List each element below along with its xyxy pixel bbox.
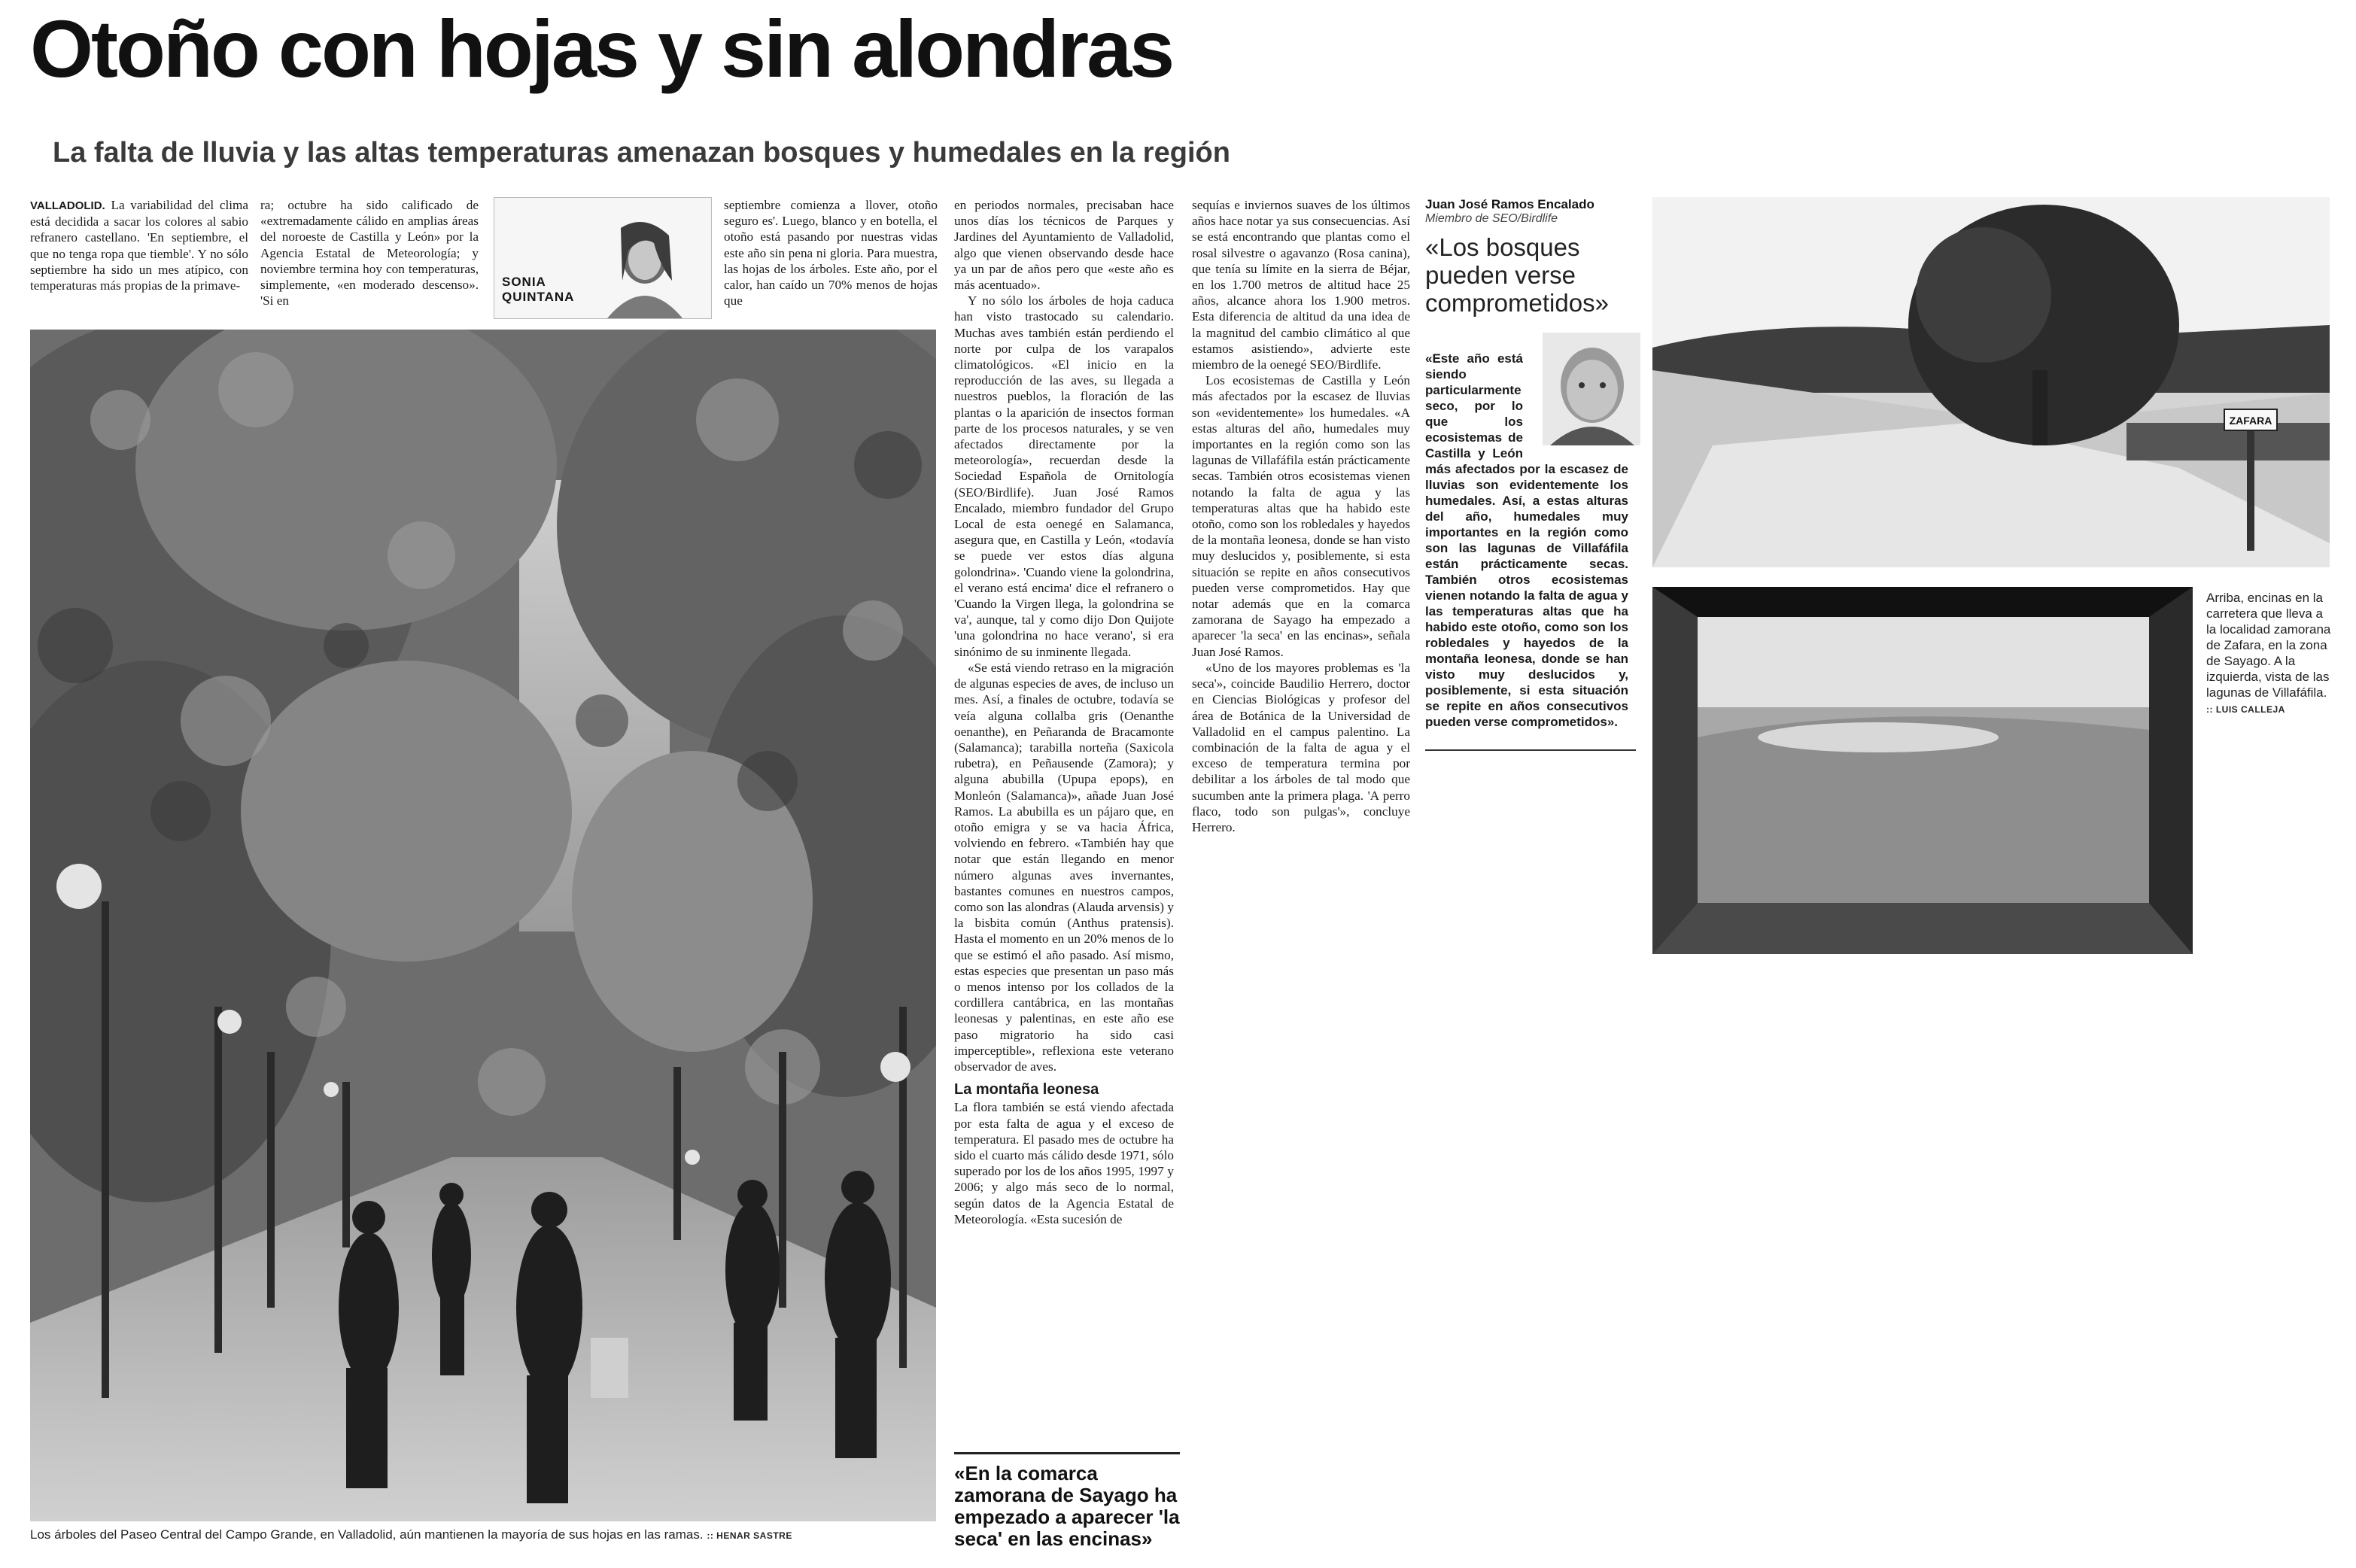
article-text: ra; octubre ha sido calificado de «extremadamente cálido en amplias áreas del noroeste de Castilla y León» por la Agencia Estatal de Meteorología; y noviembre termina hoy con temperaturas, simplemente, «en moderado descenso». 'Si en bbox=[260, 198, 479, 308]
sidebar-name: Juan José Ramos Encalado bbox=[1425, 197, 1594, 211]
dateline: VALLADOLID. bbox=[30, 199, 105, 212]
article-column-2 bbox=[260, 197, 479, 325]
road-photo bbox=[1652, 197, 2330, 567]
photo-credit: :: HENAR SASTRE bbox=[707, 1530, 792, 1541]
sidebar bbox=[1425, 197, 1636, 317]
section-subhead: La montaña leonesa bbox=[954, 1081, 1099, 1099]
pull-quote: «En la comarca zamorana de Sayago ha empezado a aparecer 'la seca' en las encinas» bbox=[954, 1462, 1180, 1550]
photo-credit: :: LUIS CALLEJA bbox=[2206, 704, 2285, 715]
article-text: sequías e inviernos suaves de los últimos años hace notar ya sus consecuencias. Así se está encontrando que plantas como el rosal silvestre o agavanzo (Rosa canina), que tenía su límite en la sierra de Béjar, en los 1.700 metros de altitud hace 25 años, alcance ahora los 1.900 metros. Esta diferencia de altitud da una idea de la magnitud del cambio climático al que estamos asistiendo», advierte este miembro de la oenegé SEO/Birdlife. bbox=[1192, 198, 1410, 372]
article-text: Y no sólo los árboles de hoja caduca han visto trastocado su calendario. Muchas aves también están perdiendo el norte por culpa de los varapalos climatológicos. «El inicio en la reproducción de las aves, su llegada a nuestros pueblos, la floración de las plantas o la aparición de insectos forman parte de los procesos naturales, y se ven afectados directamente por la meteorología», recuerdan desde la Sociedad Española de Ornitología (SEO/Birdlife). Juan José Ramos Encalado, miembro fundador del Grupo Local de esta oenegé en Salamanca, asegura que, en Castilla y León, «todavía se puede ver estos días alguna golondrina». 'Cuando viene la golondrina, el verano está encima' dice el refranero o 'Cuando la Virgen llega, la golondrina se va', aunque, tal y como dijo Don Quijote 'una golondrina no hace verano', si era sinónimo de su inminente llegada. bbox=[954, 293, 1174, 659]
sidebar-role: Miembro de SEO/Birdlife bbox=[1425, 212, 1558, 225]
byline-box bbox=[494, 197, 712, 319]
road-sign: ZAFARA bbox=[2229, 415, 2272, 427]
article-text: La flora también se está viendo afectada por esta falta de agua y el exceso de temperatura. El pasado mes de octubre ha sido el cuarto más cálido desde 1971, sólo superado por los de los años 1995, 1997 y 2006; y algo más seco de lo normal, según datos de la Agencia Estatal de Meteorología. «Esta sucesión de bbox=[954, 1100, 1174, 1226]
right-photos-caption bbox=[2206, 590, 2334, 718]
article-text: septiembre comienza a llover, otoño seguro es'. Luego, blanco y en botella, el otoño está pasando por nuestras vidas este año sin pena ni gloria. Para muestra, las hojas de los árboles. Este año, por el calor, han caído un 70% menos de hojas que bbox=[724, 198, 938, 308]
sidebar-body: «Este año está siendo particularmente seco, por lo que los ecosistemas de Castilla y León más afectados por la escasez de lluvias son evidentemente los humedales. Así, a estas alturas del año, humedales muy importantes en la región como son las lagunas de Villafáfila están prácticamente secas. También otros ecosistemas vienen notando la falta de agua y las temperaturas altas que ha habido este otoño, como son los robledales y hayedos de la montaña leonesa, donde se han visto muy deslucidos y, posiblemente, si esta situación se repite en años consecutivos pueden verse comprometidos». bbox=[1425, 351, 1628, 729]
headline: Otoño con hojas y sin alondras bbox=[30, 3, 1173, 94]
article-text: Los ecosistemas de Castilla y León más afectados por la escasez de lluvias son «evidentemente» los humedales. «A estas alturas del año, humedales muy importantes en la región como son las lagunas de Villafáfila están prácticamente secas. También otros ecosistemas vienen notando la falta de agua y las temperaturas altas que ha habido este otoño, como son los robledales y hayedos de la montaña leonesa, donde se han visto muy deslucidos y, posiblemente, si esta situación se repite en años consecutivos pueden verse comprometidos. Hay que notar además que en la comarca zamorana de Sayago ha empezado a aparecer 'la seca' en las encinas», señala Juan José Ramos. bbox=[1192, 373, 1410, 659]
sidebar-rule bbox=[1425, 749, 1636, 751]
article-text: La variabilidad del clima está decidida a sacar los colores al sabio refranero castellano. 'En septiembre, el que no tenga ropa que tiemble'. Y no sólo septiembre ha sido un mes atípico, con temperaturas más propias de la primave- bbox=[30, 198, 248, 293]
pull-quote-rule bbox=[954, 1452, 1180, 1454]
article-column-4 bbox=[954, 197, 1174, 1431]
caption-text: Los árboles del Paseo Central del Campo Grande, en Valladolid, aún mantienen la mayoría de sus hojas en las ramas. bbox=[30, 1527, 704, 1542]
lagoon-photo bbox=[1652, 587, 2193, 954]
article-column-5 bbox=[1192, 197, 1410, 972]
byline-name-1: SONIA bbox=[502, 275, 546, 289]
byline-name-2: QUINTANA bbox=[502, 290, 575, 304]
sidebar-quote: «Los bosques pueden verse comprometidos» bbox=[1425, 233, 1609, 317]
article-column-1 bbox=[30, 197, 248, 325]
subheadline: La falta de lluvia y las altas temperaturas amenazan bosques y humedales en la región bbox=[53, 137, 1230, 169]
main-photo bbox=[30, 330, 936, 1521]
article-column-3 bbox=[724, 197, 938, 325]
caption-text: Arriba, encinas en la carretera que lleva a la localidad zamorana de Zafara, en la zona de Sayago. A la izquierda, vista de las lagunas de Villafáfila. bbox=[2206, 591, 2331, 700]
main-photo-caption bbox=[30, 1527, 792, 1543]
article-text: «Uno de los mayores problemas es 'la seca'», coincide Baudilio Herrero, doctor en Ciencias Biológicas y profesor del área de Botánica de la Universidad de Valladolid en el campus palentino. La combinación de la falta de agua y el exceso de temperatura termina por debilitar a los árboles de tal modo que sucumben ante la primera plaga. 'A perro flaco, todo son pulgas'», concluye Herrero. bbox=[1192, 660, 1410, 834]
article-text: en periodos normales, precisaban hace unos días los técnicos de Parques y Jardines del Ayuntamiento de Valladolid, algo que vienen observando desde hace ya un par de años pero que «este año es más acentuado». bbox=[954, 198, 1174, 293]
article-text: «Se está viendo retraso en la migración de algunas especies de aves, de incluso un mes. Así, a finales de octubre, todavía se veía alguna collalba gris (Oenanthe oenanthe), en Peñaranda de Bracamonte (Salamanca); tarabilla norteña (Saxicola rubetra), en Peñausende (Zamora); y alguna abubilla (Upupa epops), en Monleón (Salamanca)», añade Juan José Ramos. La abubilla es un pájaro que, en otoño emigra y se va hacia África, volviendo en febrero. «También hay que notar que están llegando en menor número algunas aves invernantes, bastantes comunes en nuestros campos, como son las alondras (Alauda arvensis) y la bisbita común (Anthus pratensis). Hasta el momento en un 20% menos de lo que se estimó el año pasado. Así mismo, estas especies que presentan un paso más o menos intenso por los collados de la cordillera cantábrica, en las montañas leonesas y palentinas, en este año ese paso migratorio ha sido casi imperceptible», reflexiona este veterano observador de aves. bbox=[954, 660, 1174, 1074]
